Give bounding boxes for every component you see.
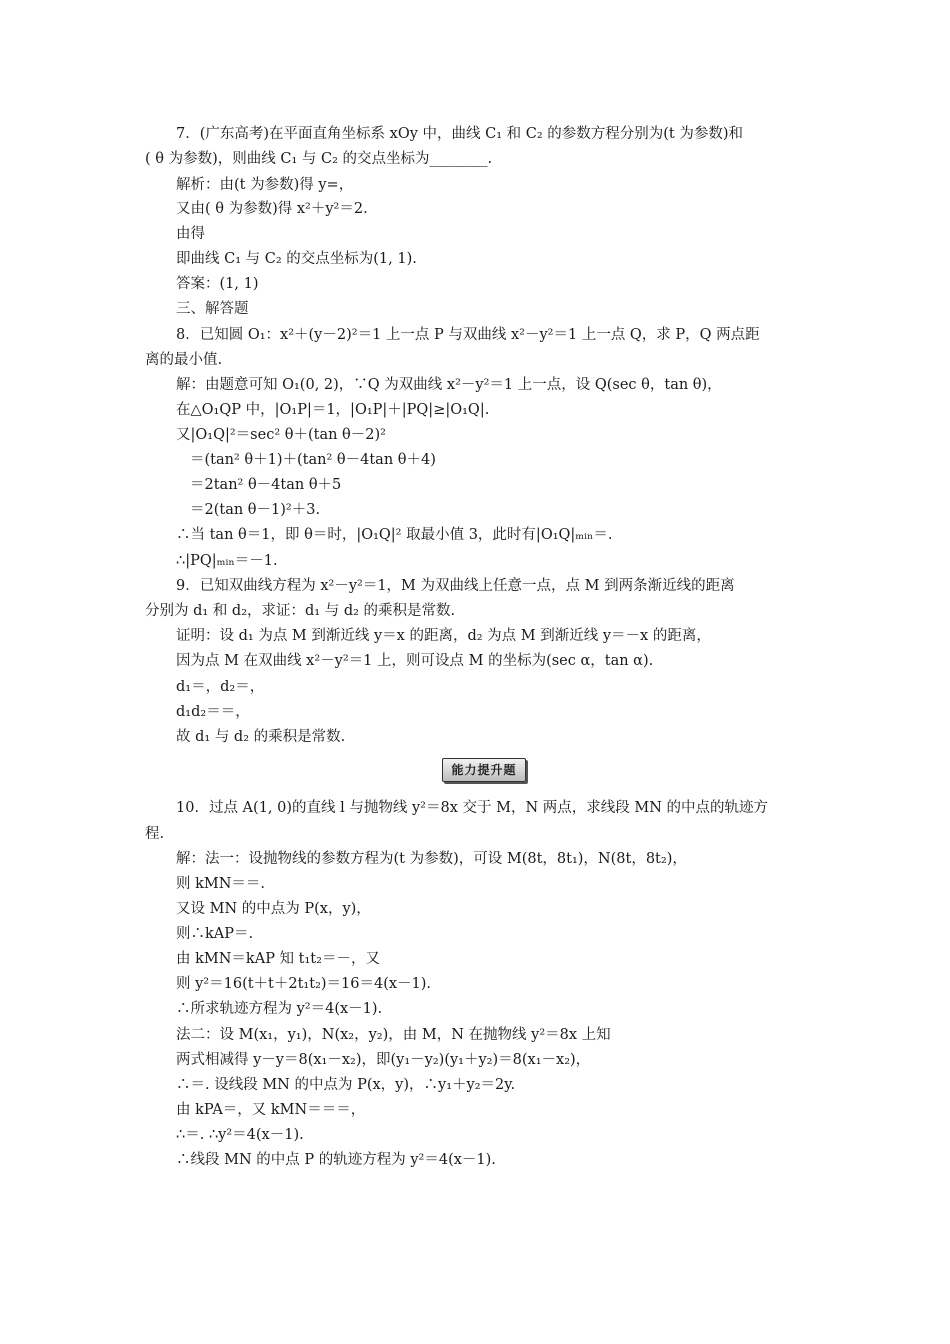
- problem-8-line-1: 8．已知圆 O₁：x²＋(y－2)²＝1 上一点 P 与双曲线 x²－y²＝1 上一点 Q，求 P，Q 两点距: [176, 327, 760, 343]
- solution-10-line-5: 由 kMN＝kAP 知 t₁t₂＝－，又: [176, 951, 380, 967]
- proof-9-line-1: 证明：设 d₁ 为点 M 到渐近线 y＝x 的距离，d₂ 为点 M 到渐近线 y＝－x 的距离，: [176, 628, 711, 644]
- solution-8-line-6: ＝2(tan θ－1)²＋3.: [190, 502, 321, 518]
- solution-10-line-9: 两式相减得 y－y＝8(x₁－x₂)，即(y₁－y₂)(y₁＋y₂)＝8(x₁－x₂)，: [176, 1052, 591, 1068]
- section-heading: 三、解答题: [176, 301, 249, 317]
- solution-10-line-3: 又设 MN 的中点为 P(x，y)，: [176, 901, 371, 917]
- problem-9-line-2: 分别为 d₁ 和 d₂，求证：d₁ 与 d₂ 的乘积是常数.: [145, 603, 456, 619]
- solution-10-line-11: 由 kPA＝，又 kMN＝＝＝，: [176, 1102, 366, 1118]
- solution-8-line-2: 在△O₁QP 中，|O₁P|＝1，|O₁P|＋|PQ|≥|O₁Q|.: [176, 402, 490, 418]
- solution-10-line-1: 解：法一：设抛物线的参数方程为(t 为参数)，可设 M(8t，8t₁)，N(8t，8t₂)，: [176, 851, 687, 867]
- solution-7-line-4: 即曲线 C₁ 与 C₂ 的交点坐标为(1, 1).: [176, 251, 417, 267]
- problem-7-line-1: 7．(广东高考)在平面直角坐标系 xOy 中，曲线 C₁ 和 C₂ 的参数方程分别为(t 为参数)和: [176, 126, 744, 142]
- section-badge: 能力提升题: [442, 758, 526, 782]
- problem-8-line-2: 离的最小值.: [145, 352, 223, 368]
- problem-9-line-1: 9．已知双曲线方程为 x²－y²＝1，M 为双曲线上任意一点，点 M 到两条渐近线的距离: [176, 578, 735, 594]
- problem-10-line-1: 10．过点 A(1, 0)的直线 l 与抛物线 y²＝8x 交于 M，N 两点，求线段 MN 的中点的轨迹方: [176, 800, 768, 816]
- solution-8-line-7: ∴当 tan θ＝1，即 θ＝时，|O₁Q|² 取最小值 3，此时有|O₁Q|ₘᵢₙ＝.: [176, 527, 613, 543]
- solution-10-line-13: ∴线段 MN 的中点 P 的轨迹方程为 y²＝4(x－1).: [176, 1152, 496, 1168]
- solution-8-line-5: ＝2tan² θ－4tan θ＋5: [190, 477, 342, 493]
- solution-10-line-6: 则 y²＝16(t＋t＋2t₁t₂)＝16＝4(x－1).: [176, 976, 432, 992]
- solution-8-line-8: ∴|PQ|ₘᵢₙ＝－1.: [176, 553, 278, 569]
- solution-8-line-1: 解：由题意可知 O₁(0, 2)，∵Q 为双曲线 x²－y²＝1 上一点，设 Q(sec θ，tan θ)，: [176, 377, 722, 393]
- solution-10-line-8: 法二：设 M(x₁，y₁)，N(x₂，y₂)，由 M，N 在抛物线 y²＝8x 上知: [176, 1027, 611, 1043]
- problem-10-line-2: 程.: [145, 826, 165, 842]
- solution-7-line-3: 由得: [176, 226, 205, 242]
- proof-9-line-3: d₁＝，d₂＝，: [176, 679, 265, 695]
- solution-8-line-4: ＝(tan² θ＋1)＋(tan² θ－4tan θ＋4): [190, 452, 436, 468]
- solution-7-line-1: 解析：由(t 为参数)得 y=，: [176, 177, 354, 193]
- problem-7-line-2: ( θ 为参数)，则曲线 C₁ 与 C₂ 的交点坐标为________.: [145, 151, 493, 167]
- solution-10-line-10: ∴＝. 设线段 MN 的中点为 P(x，y)，∴y₁＋y₂＝2y.: [176, 1077, 516, 1093]
- proof-9-line-4: d₁d₂＝＝，: [176, 704, 250, 720]
- proof-9-line-2: 因为点 M 在双曲线 x²－y²＝1 上，则可设点 M 的坐标为(sec α，tan α).: [176, 653, 654, 669]
- solution-10-line-7: ∴所求轨迹方程为 y²＝4(x－1).: [176, 1001, 383, 1017]
- solution-8-line-3: 又|O₁Q|²＝sec² θ＋(tan θ－2)²: [176, 427, 386, 443]
- answer-7: 答案：(1, 1): [176, 276, 259, 292]
- solution-7-line-2: 又由( θ 为参数)得 x²＋y²＝2.: [176, 201, 368, 217]
- solution-10-line-4: 则∴kAP＝.: [176, 926, 254, 942]
- solution-10-line-12: ∴＝. ∴y²＝4(x－1).: [176, 1127, 304, 1143]
- solution-10-line-2: 则 kMN＝＝.: [176, 876, 266, 892]
- proof-9-line-5: 故 d₁ 与 d₂ 的乘积是常数.: [176, 729, 346, 745]
